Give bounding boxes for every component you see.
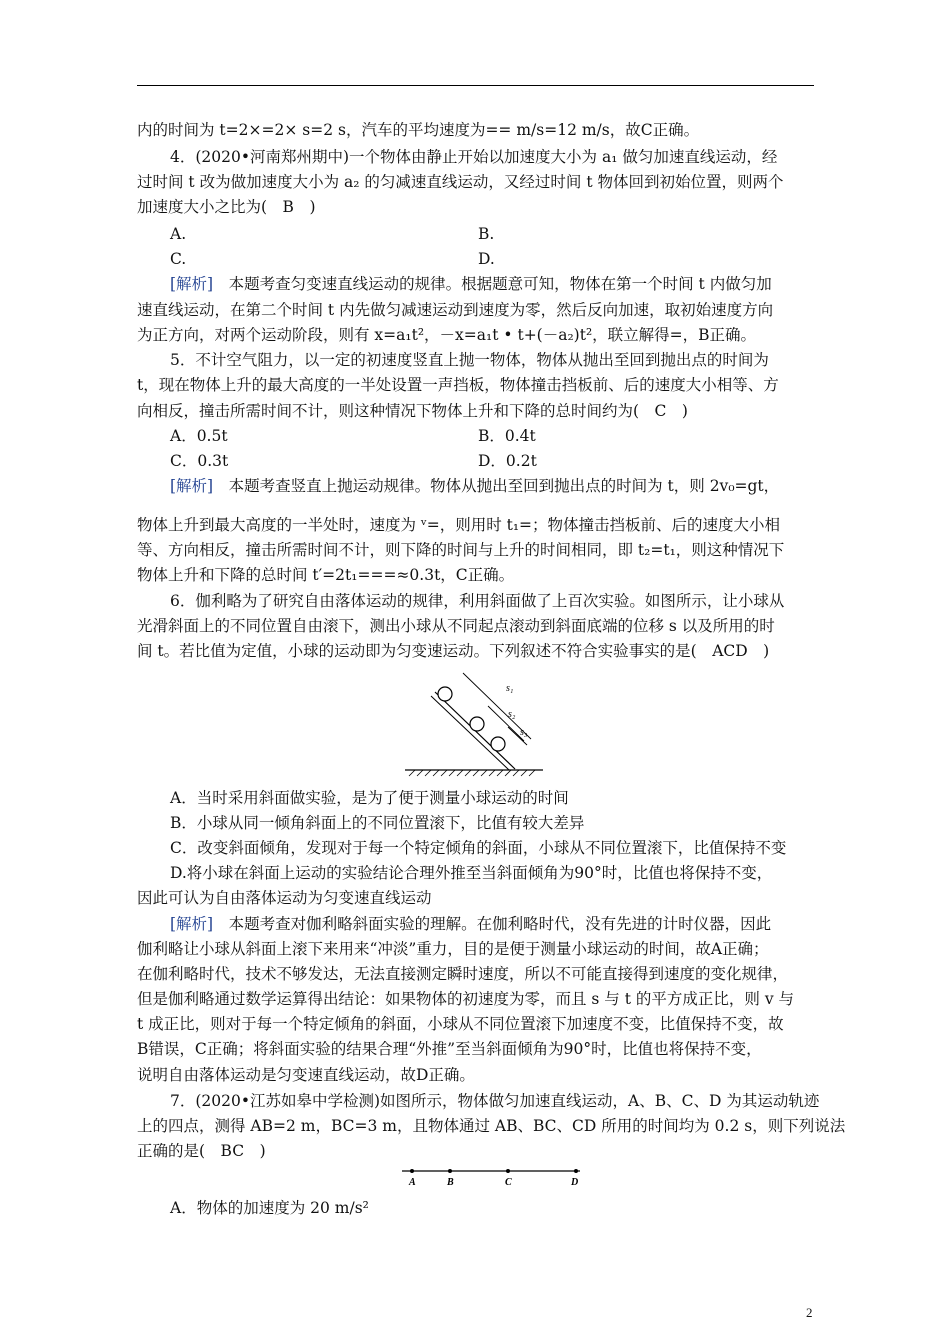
text-line: t 成正比，则对于每一个特定倾角的斜面，小球从不同位置滚下加速度不变，比值保持不变，故 [137,1015,784,1033]
text-line: B错误，C正确；将斜面实验的结果合理“外推”至当斜面倾角为90°时，比值也将保持不变， [137,1040,762,1058]
point-a [410,1169,414,1173]
analysis-4 [137,272,850,298]
text-line: 等、方向相反，撞击所需时间不计，则下降的时间与上升的时间相同，即 t₂=t₁，则这种情况下 [137,541,785,559]
text-line: 速直线运动，在第二个时间 t 内先做匀减速运动到速度为零，然后反向加速，取初始速度方向 [137,301,774,319]
text-line: t，现在物体上升的最大高度的一半处设置一声挡板，物体撞击挡板前、后的速度大小相等、方 [137,376,779,394]
text-line: 向相反，撞击所需时间不计，则这种情况下物体上升和下降的总时间约为( C ) [137,402,688,420]
analysis-tag: [解析] [170,275,214,293]
page-number: 2 [806,1305,813,1320]
option-a: A．0.5t [170,427,228,445]
option-d: D.将小球在斜面上运动的实验结论合理外推至当斜面倾角为90°时，比值也将保持不变， [170,864,773,882]
text-line: 过时间 t 改为做加速度大小为 a₂ 的匀减速直线运动，又经过时间 t 物体回到初始位置，则两个 [137,173,784,191]
option-d: D. [478,250,495,268]
option-c: C．改变斜面倾角，发现对于每一个特定倾角的斜面，小球从不同位置滚下，比值保持不变 [170,839,787,857]
text-line: 正确的是( BC ) [137,1142,266,1160]
option-b: B. [478,225,495,243]
option-a: A．物体的加速度为 20 m/s² [170,1199,369,1217]
analysis-text: 本题考查竖直上抛运动规律。物体从抛出至回到抛出点的时间为 t，则 2v₀=gt， [213,477,780,495]
analysis-6 [137,912,850,938]
option-c: C. [170,250,187,268]
question-6: 6．伽利略为了研究自由落体运动的规律，利用斜面做了上百次实验。如图所示，让小球从 [170,592,785,610]
option-a: A. [170,225,187,243]
text-line: 光滑斜面上的不同位置自由滚下，测出小球从不同起点滚动到斜面底端的位移 s 以及所用的时 [137,617,775,635]
analysis-tag: [解析] [170,915,214,933]
label-s3: s₃ [520,727,528,738]
question-7: 7．(2020•江苏如皋中学检测)如图所示，物体做匀加速直线运动，A、B、C、D 为其运动轨迹 [170,1092,820,1110]
point-b [448,1169,452,1173]
analysis-tag: [解析] [170,477,214,495]
option-b: B．0.4t [478,427,536,445]
text-line: 在伽利略时代，技术不够发达，无法直接测定瞬时速度，所以不可能直接得到速度的变化规律， [137,965,789,983]
text-line: 因此可认为自由落体运动为匀变速直线运动 [137,889,432,907]
label-c: C [505,1177,512,1188]
analysis-5 [137,474,850,500]
ground-hatching [409,770,535,776]
text-line: 说明自由落体运动是匀变速直线运动，故D正确。 [137,1066,475,1084]
header-rule [137,85,814,86]
analysis-text: 本题考查匀变速直线运动的规律。根据题意可知，物体在第一个时间 t 内做匀加 [213,275,772,293]
incline-edge [431,696,509,770]
label-d: D [571,1177,579,1188]
option-a: A．当时采用斜面做实验，是为了便于测量小球运动的时间 [170,789,569,807]
label-s1: s₁ [506,683,514,694]
text-line: 间 t。若比值为定值，小球的运动即为匀变速运动。下列叙述不符合实验事实的是( ACD ) [137,642,770,660]
text-line: 上的四点，测得 AB=2 m，BC=3 m，且物体通过 AB、BC、CD 所用的时间均为 0.2 s，则下列说法 [137,1117,846,1135]
option-c: C．0.3t [170,452,229,470]
label-a: A [409,1177,416,1188]
option-b: B．小球从同一倾角斜面上的不同位置滚下，比值有较大差异 [170,814,585,832]
analysis-text: 本题考查对伽利略斜面实验的理解。在伽利略时代，没有先进的计时仪器，因此 [213,915,772,933]
text-line: 伽利略让小球从斜面上滚下来用来“冲淡”重力，目的是便于测量小球运动的时间，故A正确； [137,940,769,958]
ball [438,687,452,701]
ball [491,737,505,751]
text-line: 物体上升和下降的总时间 t′=2t₁===≈0.3t，C正确。 [137,566,515,584]
label-s2: s₂ [508,709,516,720]
option-d: D．0.2t [478,452,537,470]
question-5: 5．不计空气阻力，以一定的初速度竖直上抛一物体，物体从抛出至回到抛出点的时间为 [170,351,769,369]
question-4: 4．(2020•河南郑州期中)一个物体由静止开始以加速度大小为 a₁ 做匀加速直线运动，经 [170,148,778,166]
ball [470,717,484,731]
text-line: 加速度大小之比为( B ) [137,198,316,216]
dimension-line [488,706,524,741]
point-c [506,1169,510,1173]
text-line: 物体上升到最大高度的一半处时，速度为 ᵛ=，则用时 t₁=；物体撞击挡板前、后的速度大小相 [137,516,781,534]
incline-figure [405,665,545,777]
label-b: B [447,1177,454,1188]
text-line: 内的时间为 t=2×=2× s=2 s，汽车的平均速度为== m/s=12 m/s，故C正确。 [137,121,700,139]
point-d [574,1169,578,1173]
text-line: 但是伽利略通过数学运算得出结论：如果物体的初速度为零，而且 s 与 t 的平方成正比，则 v 与 [137,990,795,1008]
text-line: 为正方向，对两个运动阶段，则有 x=a₁t²，－x=a₁t • t+(－a₂)t²，联立解得=，B正确。 [137,326,757,344]
points-figure [398,1163,588,1189]
